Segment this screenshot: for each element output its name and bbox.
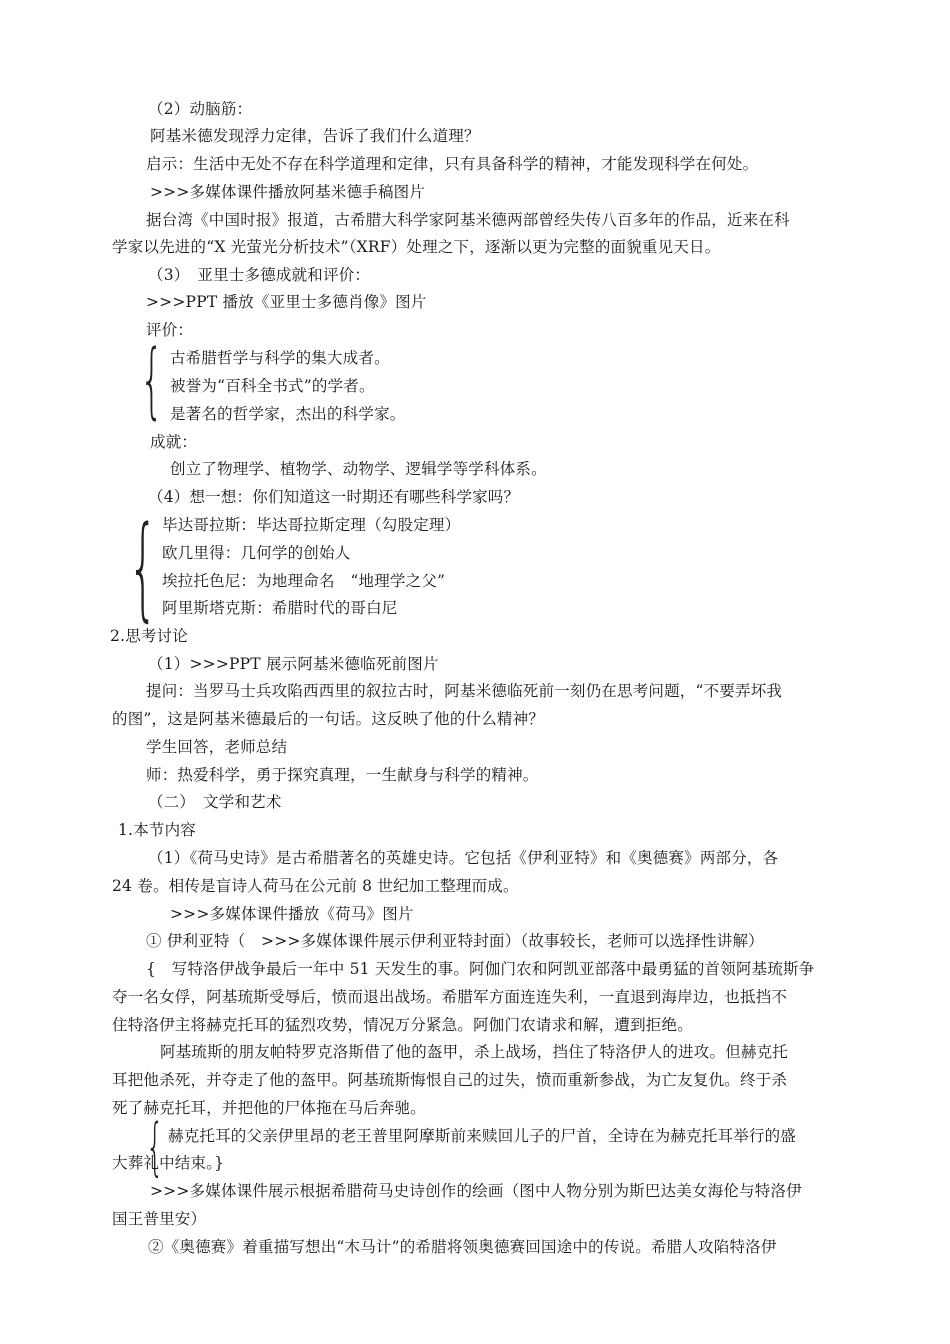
section-heading: 1.本节内容 (118, 821, 196, 839)
section-heading: 2.思考讨论 (110, 627, 188, 645)
paragraph-line: 24 卷。相传是盲诗人荷马在公元前 8 世纪加工整理而成。 (112, 877, 519, 895)
media-note: >>>多媒体课件播放《荷马》图片 (170, 905, 414, 923)
evaluation-item: 被誉为“百科全书式”的学者。 (170, 377, 375, 395)
paragraph-line: 国王普里安） (112, 1210, 207, 1228)
paragraph-line: 赫克托耳的父亲伊里昂的老王普里阿摩斯前来赎回儿子的尸首，全诗在为赫克托耳举行的盛 (168, 1127, 797, 1145)
paragraph-line: 据台湾《中国时报》报道，古希腊大科学家阿基米德两部曾经失传八百多年的作品，近来在科 (146, 211, 790, 229)
paragraph-line: 耳把他杀死，并夺走了他的盔甲。阿基琉斯悔恨自己的过失，愤而重新参战，为亡友复仇。终于杀 (112, 1071, 788, 1089)
scientist-item: 欧几里得：几何学的创始人 (162, 544, 351, 562)
label-achievement: 成就： (150, 433, 198, 451)
insight-text: 启示：生活中无处不存在科学道理和定律，只有具备科学的精神，才能发现科学在何处。 (146, 155, 759, 173)
paragraph-line: ②《奥德赛》着重描写想出“木马计”的希腊将领奥德赛回国途中的传说。希腊人攻陷特洛伊 (148, 1238, 777, 1256)
left-brace-icon: { (140, 333, 164, 428)
paragraph-line: 学家以先进的“X 光萤光分析技术”（XRF）处理之下，逐渐以更为完整的面貌重见天日。 (112, 238, 721, 256)
heading-brainstorm: （2）动脑筋： (148, 100, 253, 118)
paragraph-line: 提问：当罗马士兵攻陷西西里的叙拉古时，阿基米德临死前一刻仍在思考问题，“不要弄坏我 (146, 682, 783, 700)
heading-think: （4）想一想：你们知道这一时期还有哪些科学家吗？ (148, 488, 520, 506)
section-heading: （二） 文学和艺术 (148, 793, 282, 811)
paragraph-line: 夺一名女俘，阿基琉斯受辱后，愤而退出战场。希腊军方面连连失利，一直退到海岸边，也抵挡不 (112, 988, 788, 1006)
paragraph-line: ① 伊利亚特（ >>>多媒体课件展示伊利亚特封面）（故事较长，老师可以选择性讲解） (146, 932, 764, 950)
media-note: （1）>>>PPT 展示阿基米德临死前图片 (148, 655, 439, 673)
scientist-item: 阿里斯塔克斯：希腊时代的哥白尼 (162, 599, 398, 617)
paragraph-line: 学生回答，老师总结 (146, 738, 288, 756)
paragraph-line: 住特洛伊主将赫克托耳的猛烈攻势，情况万分紧急。阿伽门农请求和解，遭到拒绝。 (112, 1016, 693, 1034)
evaluation-item: 是著名的哲学家，杰出的科学家。 (170, 405, 406, 423)
evaluation-item: 古希腊哲学与科学的集大成者。 (170, 349, 390, 367)
paragraph-line: 的图”，这是阿基米德最后的一句话。这反映了他的什么精神？ (112, 710, 545, 728)
scientist-item: 毕达哥拉斯：毕达哥拉斯定理（勾股定理） (162, 516, 461, 534)
paragraph-line: { 写特洛伊战争最后一年中 51 天发生的事。阿伽门农和阿凯亚部落中最勇猛的首领阿基琉斯争 (146, 960, 815, 978)
left-brace-icon: { (146, 1110, 164, 1183)
left-brace-icon: { (128, 503, 158, 633)
media-note: >>>多媒体课件播放阿基米德手稿图片 (150, 183, 426, 201)
paragraph-line: 大葬礼中结束。} (112, 1154, 225, 1172)
paragraph-line: （1）《荷马史诗》是古希腊著名的英雄史诗。它包括《伊利亚特》和《奥德赛》两部分，各 (148, 849, 779, 867)
media-note: >>>PPT 播放《亚里士多德肖像》图片 (146, 293, 427, 311)
paragraph-line: 师：热爱科学，勇于探究真理，一生献身与科学的精神。 (146, 766, 539, 784)
media-note: >>>多媒体课件展示根据希腊荷马史诗创作的绘画（图中人物分别为斯巴达美女海伦与特洛伊 (150, 1182, 802, 1200)
question-text: 阿基米德发现浮力定律，告诉了我们什么道理？ (150, 127, 480, 145)
paragraph-line: 阿基琉斯的朋友帕特罗克洛斯借了他的盔甲，杀上战场，挡住了特洛伊人的进攻。但赫克托 (160, 1043, 789, 1061)
scientist-item: 埃拉托色尼：为地理命名 “地理学之父” (162, 572, 446, 590)
achievement-text: 创立了物理学、植物学、动物学、逻辑学等学科体系。 (170, 460, 547, 478)
paragraph-line: 死了赫克托耳，并把他的尸体拖在马后奔驰。 (112, 1099, 427, 1117)
label-evaluation: 评价： (146, 321, 194, 339)
heading-aristotle: （3） 亚里士多德成就和评价： (148, 266, 371, 284)
